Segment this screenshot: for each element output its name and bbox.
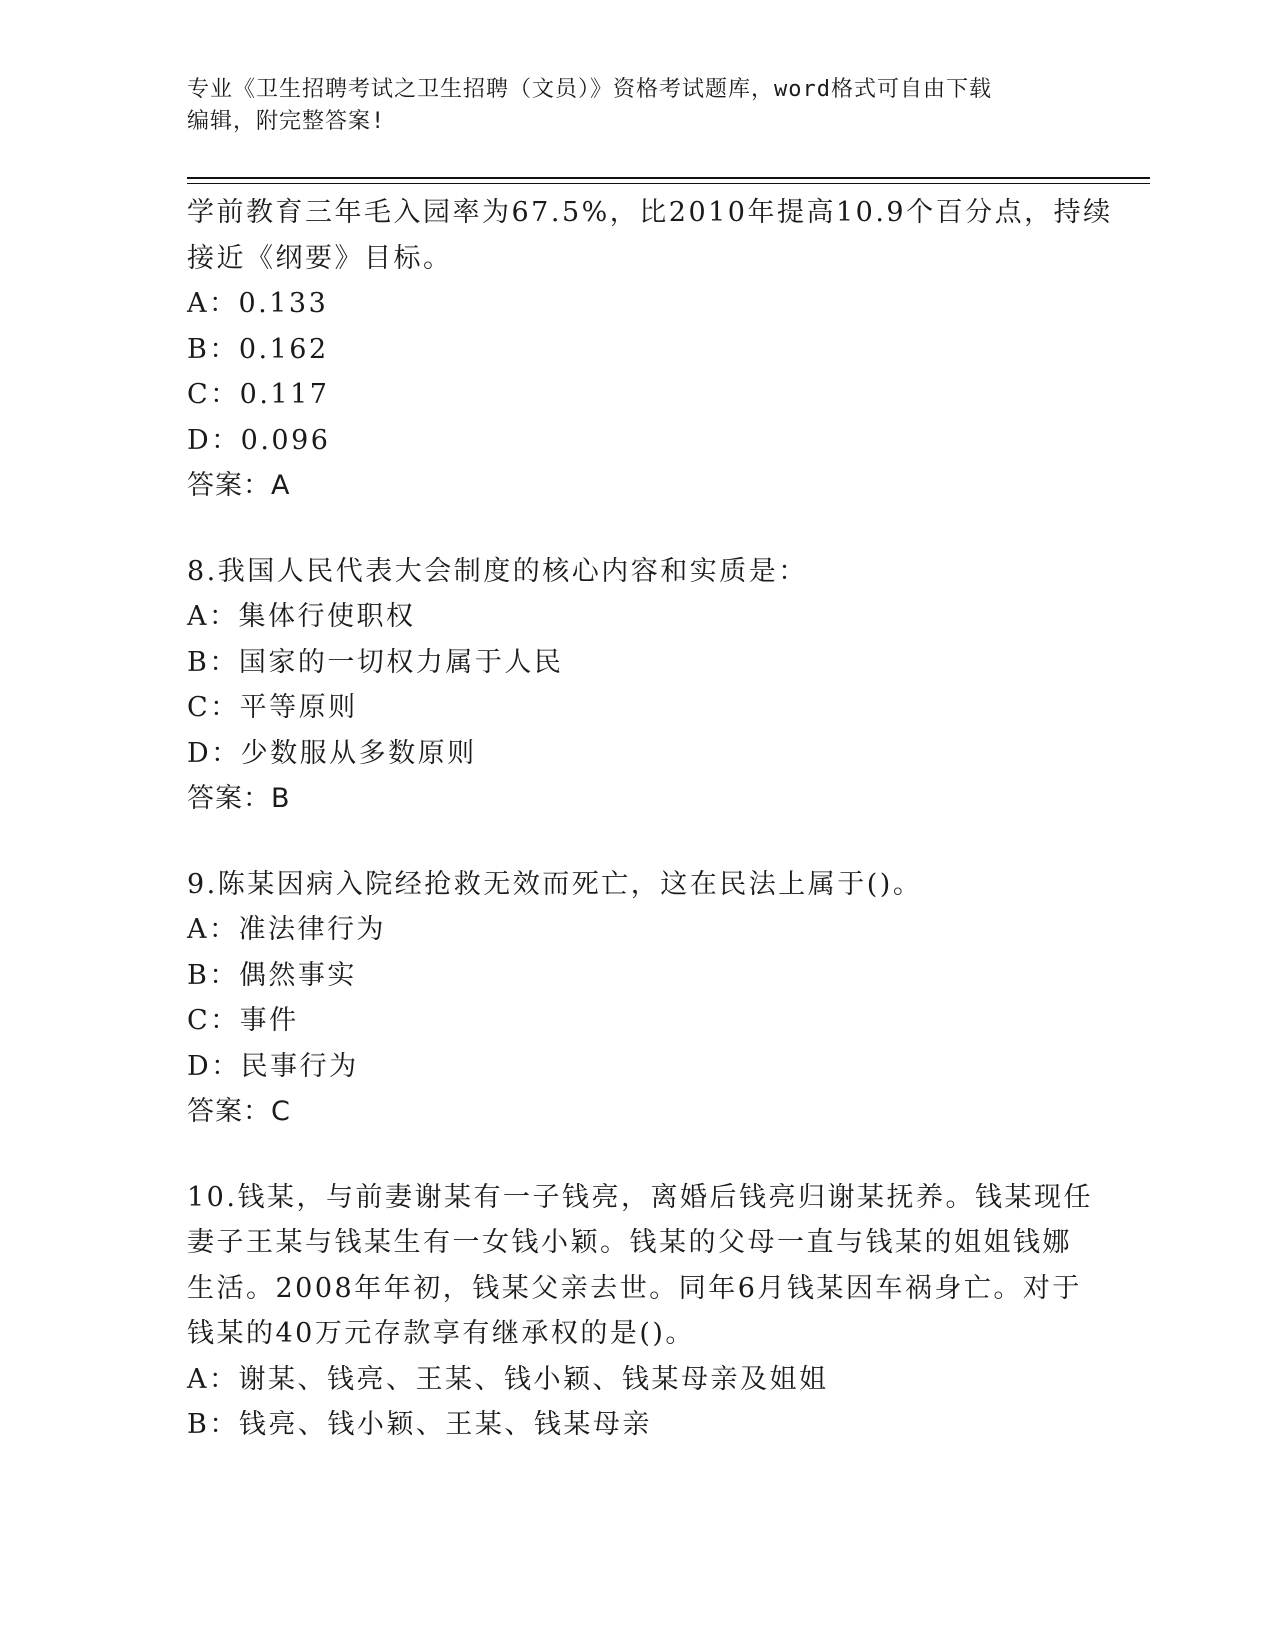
answer: 答案：A: [187, 470, 291, 501]
option-d: D：民事行为: [187, 1050, 359, 1082]
question-8: [187, 549, 1087, 822]
option-a: A：准法律行为: [187, 914, 386, 945]
header-divider-thick: [187, 177, 1150, 179]
option-c: C：平等原则: [187, 692, 358, 723]
question-text: 妻子王某与钱某生有一女钱小颖。钱某的父母一直与钱某的姐姐钱娜: [187, 1227, 1072, 1258]
question-text: 生活。2008年年初，钱某父亲去世。同年6月钱某因车祸身亡。对于: [187, 1272, 1082, 1304]
option-d: D：0.096: [187, 424, 331, 456]
question-text: 学前教育三年毛入园率为67.5%，比2010年提高10.9个百分点，持续: [187, 197, 1113, 228]
option-b: B：偶然事实: [187, 959, 357, 991]
document-header: [187, 74, 1067, 138]
answer: 答案：C: [187, 1096, 291, 1127]
question-list: [187, 190, 1113, 1448]
header-line-1: 专业《卫生招聘考试之卫生招聘（文员）》资格考试题库，word格式可自由下载: [187, 77, 992, 102]
question-text: 接近《纲要》目标。: [187, 242, 453, 274]
option-b: B：国家的一切权力属于人民: [187, 646, 564, 678]
option-b: B：0.162: [187, 333, 329, 365]
question-10: [187, 1175, 1093, 1448]
answer: 答案：B: [187, 783, 291, 814]
header-line-2: 编辑，附完整答案!: [187, 109, 386, 134]
question-text: 9.陈某因病入院经抢救无效而死亡，这在民法上属于()。: [187, 868, 923, 900]
question-text: 10.钱某，与前妻谢某有一子钱亮，离婚后钱亮归谢某抚养。钱某现任: [187, 1181, 1093, 1213]
option-b: B：钱亮、钱小颖、王某、钱某母亲: [187, 1409, 652, 1440]
option-a: A：集体行使职权: [187, 601, 416, 632]
option-a: A：0.133: [187, 288, 329, 319]
header-divider-thin: [187, 183, 1150, 184]
question-text: 8.我国人民代表大会制度的核心内容和实质是：: [187, 555, 808, 587]
option-c: C：事件: [187, 1005, 299, 1036]
option-a: A：谢某、钱亮、王某、钱小颖、钱某母亲及姐姐: [187, 1363, 829, 1395]
question-text: 钱某的40万元存款享有继承权的是()。: [187, 1318, 695, 1349]
question-9: [187, 862, 1087, 1135]
option-d: D：少数服从多数原则: [187, 737, 477, 769]
option-c: C：0.117: [187, 379, 330, 410]
question-7-continued: [187, 190, 1113, 509]
